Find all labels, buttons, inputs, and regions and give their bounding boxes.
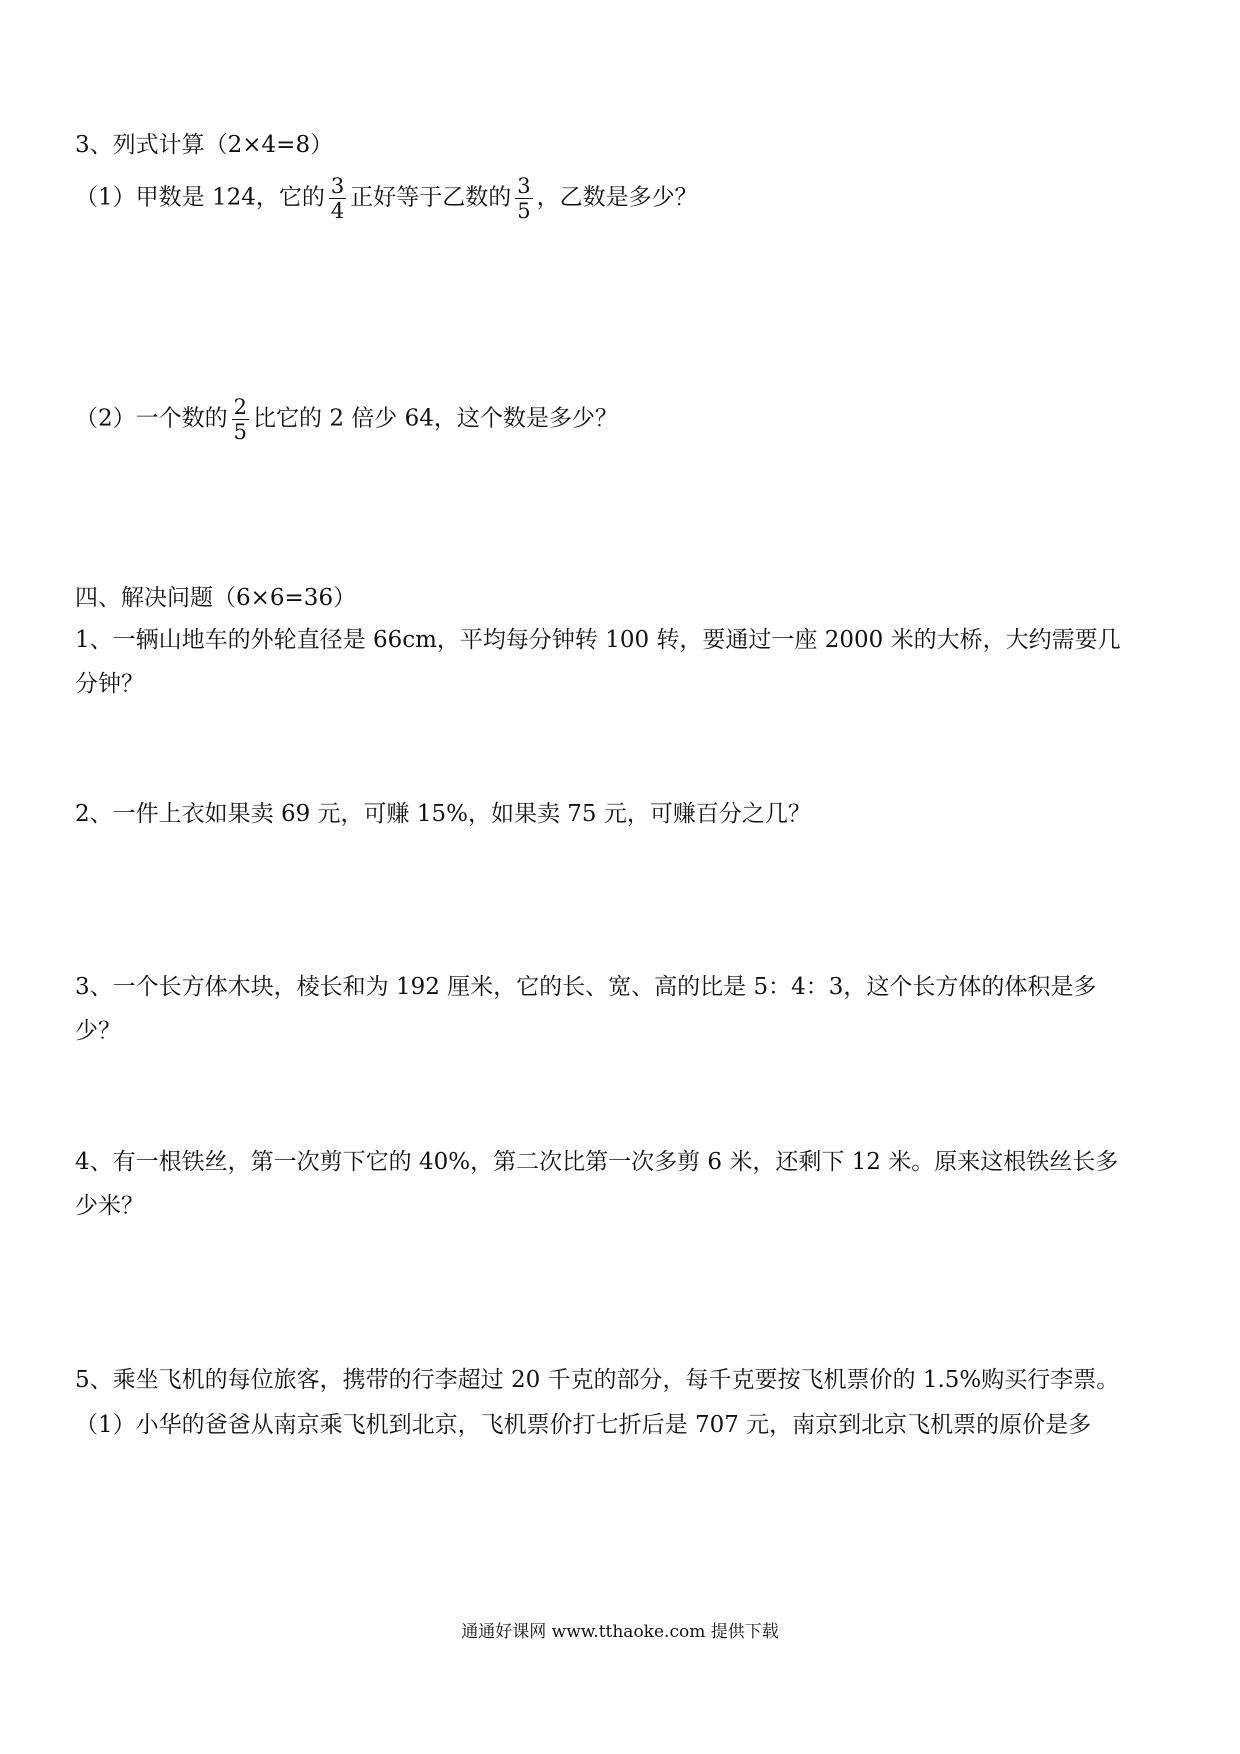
q2-prefix: （2）一个数的 (75, 405, 228, 432)
fraction-denominator: 4 (330, 199, 345, 223)
q1-suffix: ，乙数是多少？ (536, 184, 698, 211)
section4-title: 四、解决问题（6×6=36） (75, 585, 357, 611)
fraction-denominator: 5 (517, 199, 531, 223)
question-3-1 (75, 175, 1175, 222)
q1-middle: 正好等于乙数的 (350, 184, 512, 211)
problem-3-line2: 少？ (75, 1018, 121, 1044)
fraction-numerator: 3 (517, 174, 531, 198)
fraction-numerator: 2 (233, 395, 248, 419)
problem-4-line1: 4、有一根铁丝，第一次剪下它的 40%，第二次比第一次多剪 6 米，还剩下 12 米。原来这根铁丝长多 (75, 1149, 1119, 1175)
q2-suffix: 比它的 2 倍少 64，这个数是多少？ (253, 405, 618, 432)
question-3-2 (75, 396, 1175, 443)
problem-2: 2、一件上衣如果卖 69 元，可赚 15%，如果卖 75 元，可赚百分之几？ (75, 801, 811, 827)
problem-1-line1: 1、一辆山地车的外轮直径是 66cm，平均每分钟转 100 转，要通过一座 2000 米的大桥，大约需要几 (75, 627, 1121, 653)
page-footer: 通通好课网 www.tthaoke.com 提供下载 (461, 1622, 779, 1642)
fraction-two-fifths (232, 396, 249, 443)
fraction-three-quarters (329, 175, 346, 222)
problem-5-line1: 5、乘坐飞机的每位旅客，携带的行李超过 20 千克的部分，每千克要按飞机票价的 1.5%购买行李票。 (75, 1367, 1120, 1393)
problem-4-line2: 少米？ (75, 1193, 144, 1219)
problem-5-subquestion-1: （1）小华的爸爸从南京乘飞机到北京，飞机票价打七折后是 707 元，南京到北京飞机票的原价是多 (75, 1412, 1092, 1438)
problem-1-line2: 分钟？ (75, 671, 144, 697)
fraction-numerator: 3 (330, 174, 345, 198)
q1-prefix: （1）甲数是 124，它的 (75, 184, 325, 211)
section3-title: 3、列式计算（2×4=8） (75, 132, 334, 158)
fraction-denominator: 5 (233, 420, 248, 444)
fraction-three-fifths (515, 175, 532, 222)
problem-3-line1: 3、一个长方体木块，棱长和为 192 厘米，它的长、宽、高的比是 5：4：3，这个长方体的体积是多 (75, 974, 1097, 1000)
